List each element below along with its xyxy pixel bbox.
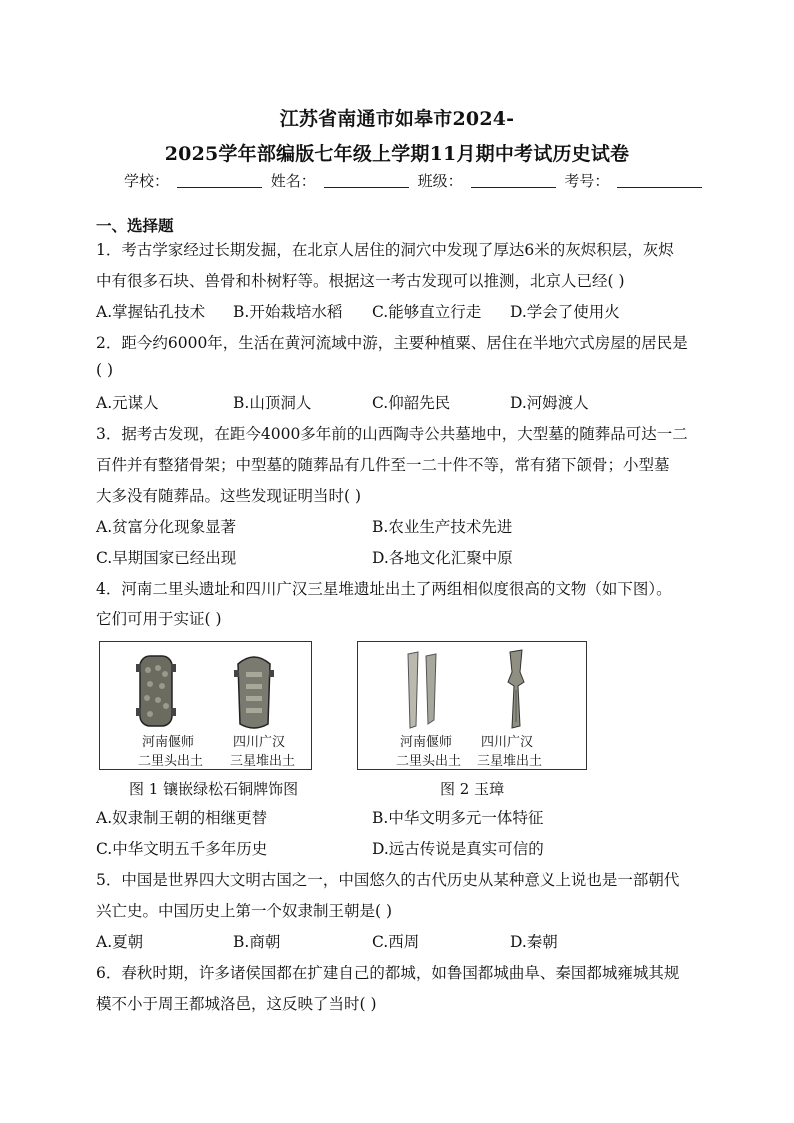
q3-text-line2: 百件并有整猪骨架；中型墓的随葬品有几件至一二十件不等，常有猪下颌骨；小型墓 [96,456,670,474]
q2-option-d[interactable]: D.河姆渡人 [510,394,589,412]
q4-option-d[interactable]: D.远古传说是真实可信的 [372,840,544,858]
class-label: 班级： [417,172,463,190]
q4-option-a[interactable]: A.奴隶制王朝的相继更替 [96,809,268,827]
school-label: 学校： [124,172,170,190]
q2-text-line2: ( ) [96,361,114,379]
fig1-label-sichuan: 四川广汉 [233,735,286,750]
exam-number-blank[interactable] [617,173,702,188]
q1-option-d[interactable]: D.学会了使用火 [510,303,620,321]
figure-1-caption: 图 1 镶嵌绿松石铜牌饰图 [129,780,299,798]
q4-text-line2: 它们可用于实证( ) [96,610,222,628]
q2-option-a[interactable]: A.元谋人 [96,394,159,412]
q5-text-line2: 兴亡史。中国历史上第一个奴隶制王朝是( ) [96,902,393,920]
q1-text-line1: 1．考古学家经过长期发掘，在北京人居住的洞穴中发现了厚达6米的灰烬积层，灰烬 [96,241,674,259]
q4-option-c[interactable]: C.中华文明五千多年历史 [96,840,268,858]
school-blank[interactable] [177,173,262,188]
class-blank[interactable] [471,173,556,188]
exam-title-line1: 江苏省南通市如皋市2024- [279,108,515,130]
name-label: 姓名： [270,172,316,190]
fig2-label-henan: 河南偃师 [400,735,453,750]
q6-text-line1: 6．春秋时期，许多诸侯国都在扩建自己的都城，如鲁国都城曲阜、秦国都城雍城其规 [96,964,680,982]
q2-option-c[interactable]: C.仰韶先民 [372,394,451,412]
q6-text-line2: 模不小于周王都城洛邑，这反映了当时( ) [96,995,377,1013]
fig1-label-henan: 河南偃师 [142,735,195,750]
figure-1-turquoise-plaques [99,641,312,770]
q1-option-c[interactable]: C.能够直立行走 [372,303,482,321]
q3-option-a[interactable]: A.贫富分化现象显著 [96,518,237,536]
q5-text-line1: 5．中国是世界四大文明古国之一，中国悠久的古代历史从某种意义上说也是一部朝代 [96,871,680,889]
name-blank[interactable] [324,173,409,188]
q3-option-c[interactable]: C.早期国家已经出现 [96,549,237,567]
fig2-label-sichuan: 四川广汉 [481,735,534,750]
exam-title-line2: 2025学年部编版七年级上学期11月期中考试历史试卷 [164,143,630,165]
q1-option-a[interactable]: A.掌握钻孔技术 [96,303,206,321]
q4-text-line1: 4．河南二里头遗址和四川广汉三星堆遗址出土了两组相似度很高的文物（如下图）。 [96,580,672,598]
fig2-label-erlitou: 二里头出土 [396,754,462,769]
jade-zhang-illustrations [358,642,586,769]
q3-text-line1: 3．据考古发现，在距今4000多年前的山西陶寺公共墓地中，大型墓的随葬品可达一二 [96,425,688,443]
figure-2-caption: 图 2 玉璋 [440,780,505,798]
q3-option-d[interactable]: D.各地文化汇聚中原 [372,549,513,567]
q5-option-c[interactable]: C.西周 [372,933,420,951]
q3-text-line3: 大多没有随葬品。这些发现证明当时( ) [96,487,362,505]
fig2-label-sanxingdui: 三星堆出土 [477,754,543,769]
q2-option-b[interactable]: B.山顶洞人 [233,394,312,412]
q2-text-line1: 2．距今约6000年，生活在黄河流域中游，主要种植粟、居住在半地穴式房屋的居民是 [96,334,688,352]
q5-option-d[interactable]: D.秦朝 [510,933,558,951]
q4-option-b[interactable]: B.中华文明多元一体特征 [372,809,544,827]
figure-2-jade-zhang [357,641,587,770]
exam-number-label: 考号： [564,172,610,190]
q5-option-a[interactable]: A.夏朝 [96,933,144,951]
student-info-row [124,170,706,191]
q3-option-b[interactable]: B.农业生产技术先进 [372,518,513,536]
q5-option-b[interactable]: B.商朝 [233,933,281,951]
fig1-label-erlitou: 二里头出土 [138,754,204,769]
section-heading: 一、选择题 [96,216,174,235]
q1-option-b[interactable]: B.开始栽培水稻 [233,303,343,321]
q1-text-line2: 中有很多石块、兽骨和朴树籽等。根据这一考古发现可以推测，北京人已经( ) [96,272,625,290]
fig1-label-sanxingdui: 三星堆出土 [230,754,296,769]
